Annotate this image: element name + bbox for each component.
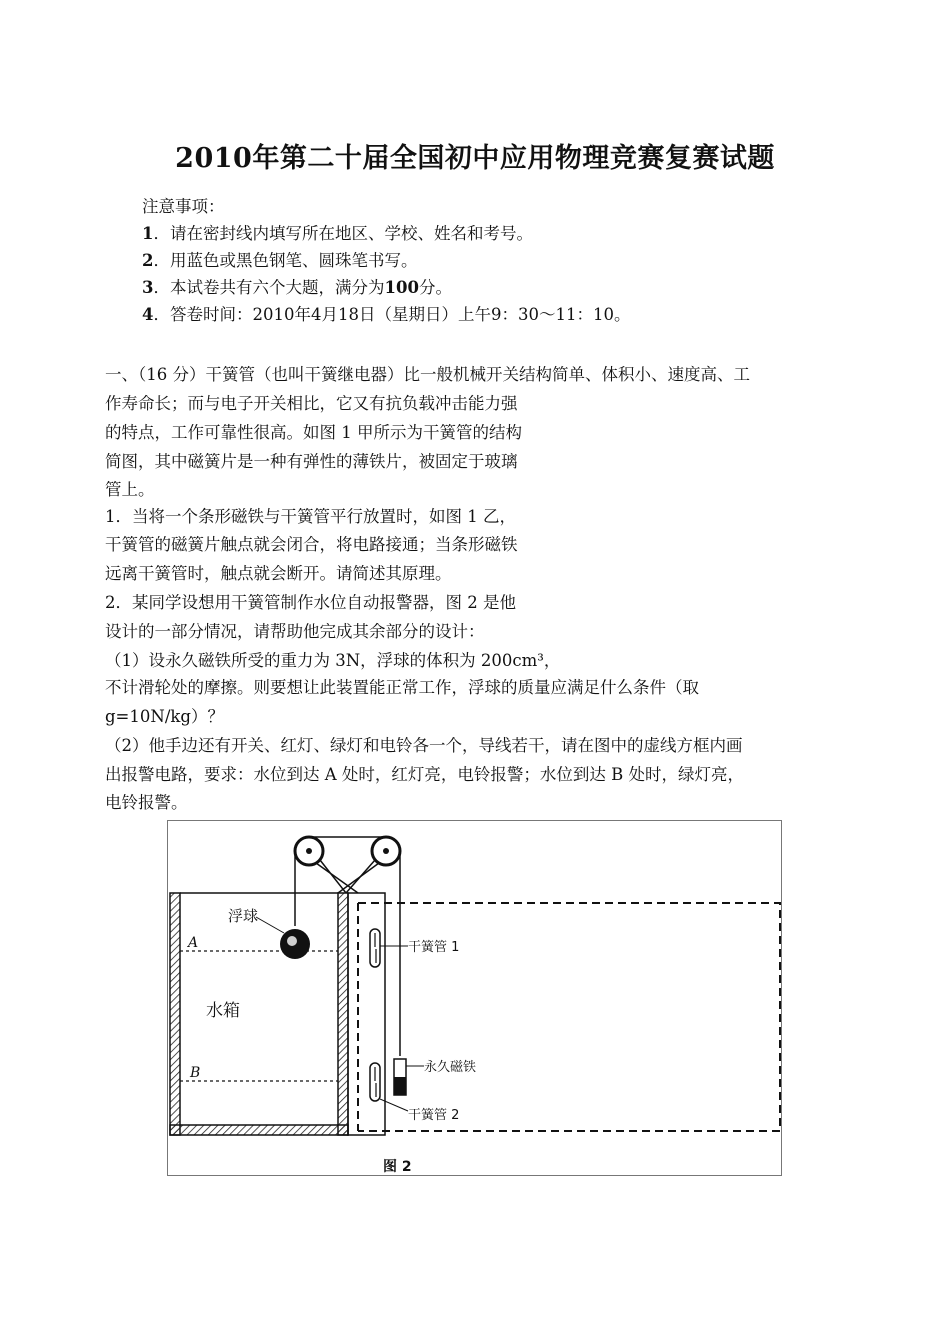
water-tank — [170, 893, 348, 1135]
note-number: 2 — [142, 251, 154, 270]
note-item-2: 2．用蓝色或黑色钢笔、圆珠笔书写。 — [142, 251, 418, 270]
note-number: 3 — [142, 278, 154, 297]
question-line: 不计滑轮处的摩擦。则要想让此装置能正常工作，浮球的质量应满足什么条件（取 — [105, 678, 699, 697]
note-number: 4 — [142, 305, 154, 324]
question-line: 一、（16 分）干簧管（也叫干簧继电器）比一般机械开关结构简单、体积小、速度高、工 — [105, 365, 750, 384]
level-b-label: B — [190, 1065, 201, 1081]
figure-caption: 图 2 — [383, 1159, 412, 1175]
permanent-magnet — [394, 1059, 424, 1095]
water-alarm-diagram — [168, 821, 783, 1177]
notes-section — [142, 193, 630, 328]
question-line: 干簧管的磁簧片触点就会闭合，将电路接通；当条形磁铁 — [105, 535, 518, 554]
question-line: g=10N/kg）？ — [105, 707, 224, 726]
question-line: 设计的一部分情况，请帮助他完成其余部分的设计： — [105, 622, 485, 641]
note-item-4: 4．答卷时间：2010年4月18日（星期日）上午9：30～11：10。 — [142, 305, 631, 324]
note-text: 答卷时间：2010年4月18日（星期日）上午9：30～11：10。 — [169, 305, 631, 324]
note-item-3: 3．本试卷共有六个大题，满分为100分。 — [142, 278, 452, 297]
question-line: 作寿命长；而与电子开关相比，它又有抗负载冲击能力强 — [105, 394, 518, 413]
circuit-drawing-box — [358, 903, 780, 1131]
note-text: 本试卷共有六个大题，满分为 — [169, 278, 385, 297]
notes-heading: 注意事项： — [142, 197, 225, 216]
question-line: 简图，其中磁簧片是一种有弹性的薄铁片，被固定于玻璃 — [105, 452, 518, 471]
question-line: 1．当将一个条形磁铁与干簧管平行放置时，如图 1 乙， — [105, 507, 516, 526]
page-title: 2010年第二十届全国初中应用物理竞赛复赛试题 — [175, 143, 775, 174]
magnet-label: 永久磁铁 — [424, 1060, 477, 1075]
figure-2 — [167, 820, 782, 1176]
reed-switch-2-label: 干簧管 2 — [408, 1108, 460, 1123]
pulley-left — [295, 837, 323, 865]
note-text: 用蓝色或黑色钢笔、圆珠笔书写。 — [169, 251, 418, 270]
question-line: 管上。 — [105, 480, 155, 499]
question-line: 电铃报警。 — [105, 793, 188, 812]
question-line: （2）他手边还有开关、红灯、绿灯和电铃各一个，导线若干，请在图中的虚线方框内画 — [105, 736, 743, 755]
reed-switch-1-label: 干簧管 1 — [408, 940, 460, 955]
question-line: 远离干簧管时，触点就会断开。请简述其原理。 — [105, 564, 452, 583]
note-item-1: 1．请在密封线内填写所在地区、学校、姓名和考号。 — [142, 224, 533, 243]
question-line: 2．某同学设想用干簧管制作水位自动报警器，图 2 是他 — [105, 593, 516, 612]
reed-switch-1 — [370, 929, 408, 967]
question-line: （1）设永久磁铁所受的重力为 3N，浮球的体积为 200cm³， — [105, 651, 561, 670]
note-number: 1 — [142, 224, 154, 243]
question-line: 的特点，工作可靠性很高。如图 1 甲所示为干簧管的结构 — [105, 423, 522, 442]
tank-label: 水箱 — [206, 1001, 240, 1021]
note-bold-value: 100 — [384, 278, 419, 297]
note-text-after: 分。 — [418, 278, 452, 297]
question-line: 出报警电路，要求：水位到达 A 处时，红灯亮，电铃报警；水位到达 B 处时，绿灯亮， — [105, 765, 745, 784]
level-a-label: A — [188, 935, 199, 951]
float-ball — [280, 929, 310, 959]
note-text: 请在密封线内填写所在地区、学校、姓名和考号。 — [169, 224, 533, 243]
pulley-right — [372, 837, 400, 865]
float-label: 浮球 — [228, 907, 259, 925]
